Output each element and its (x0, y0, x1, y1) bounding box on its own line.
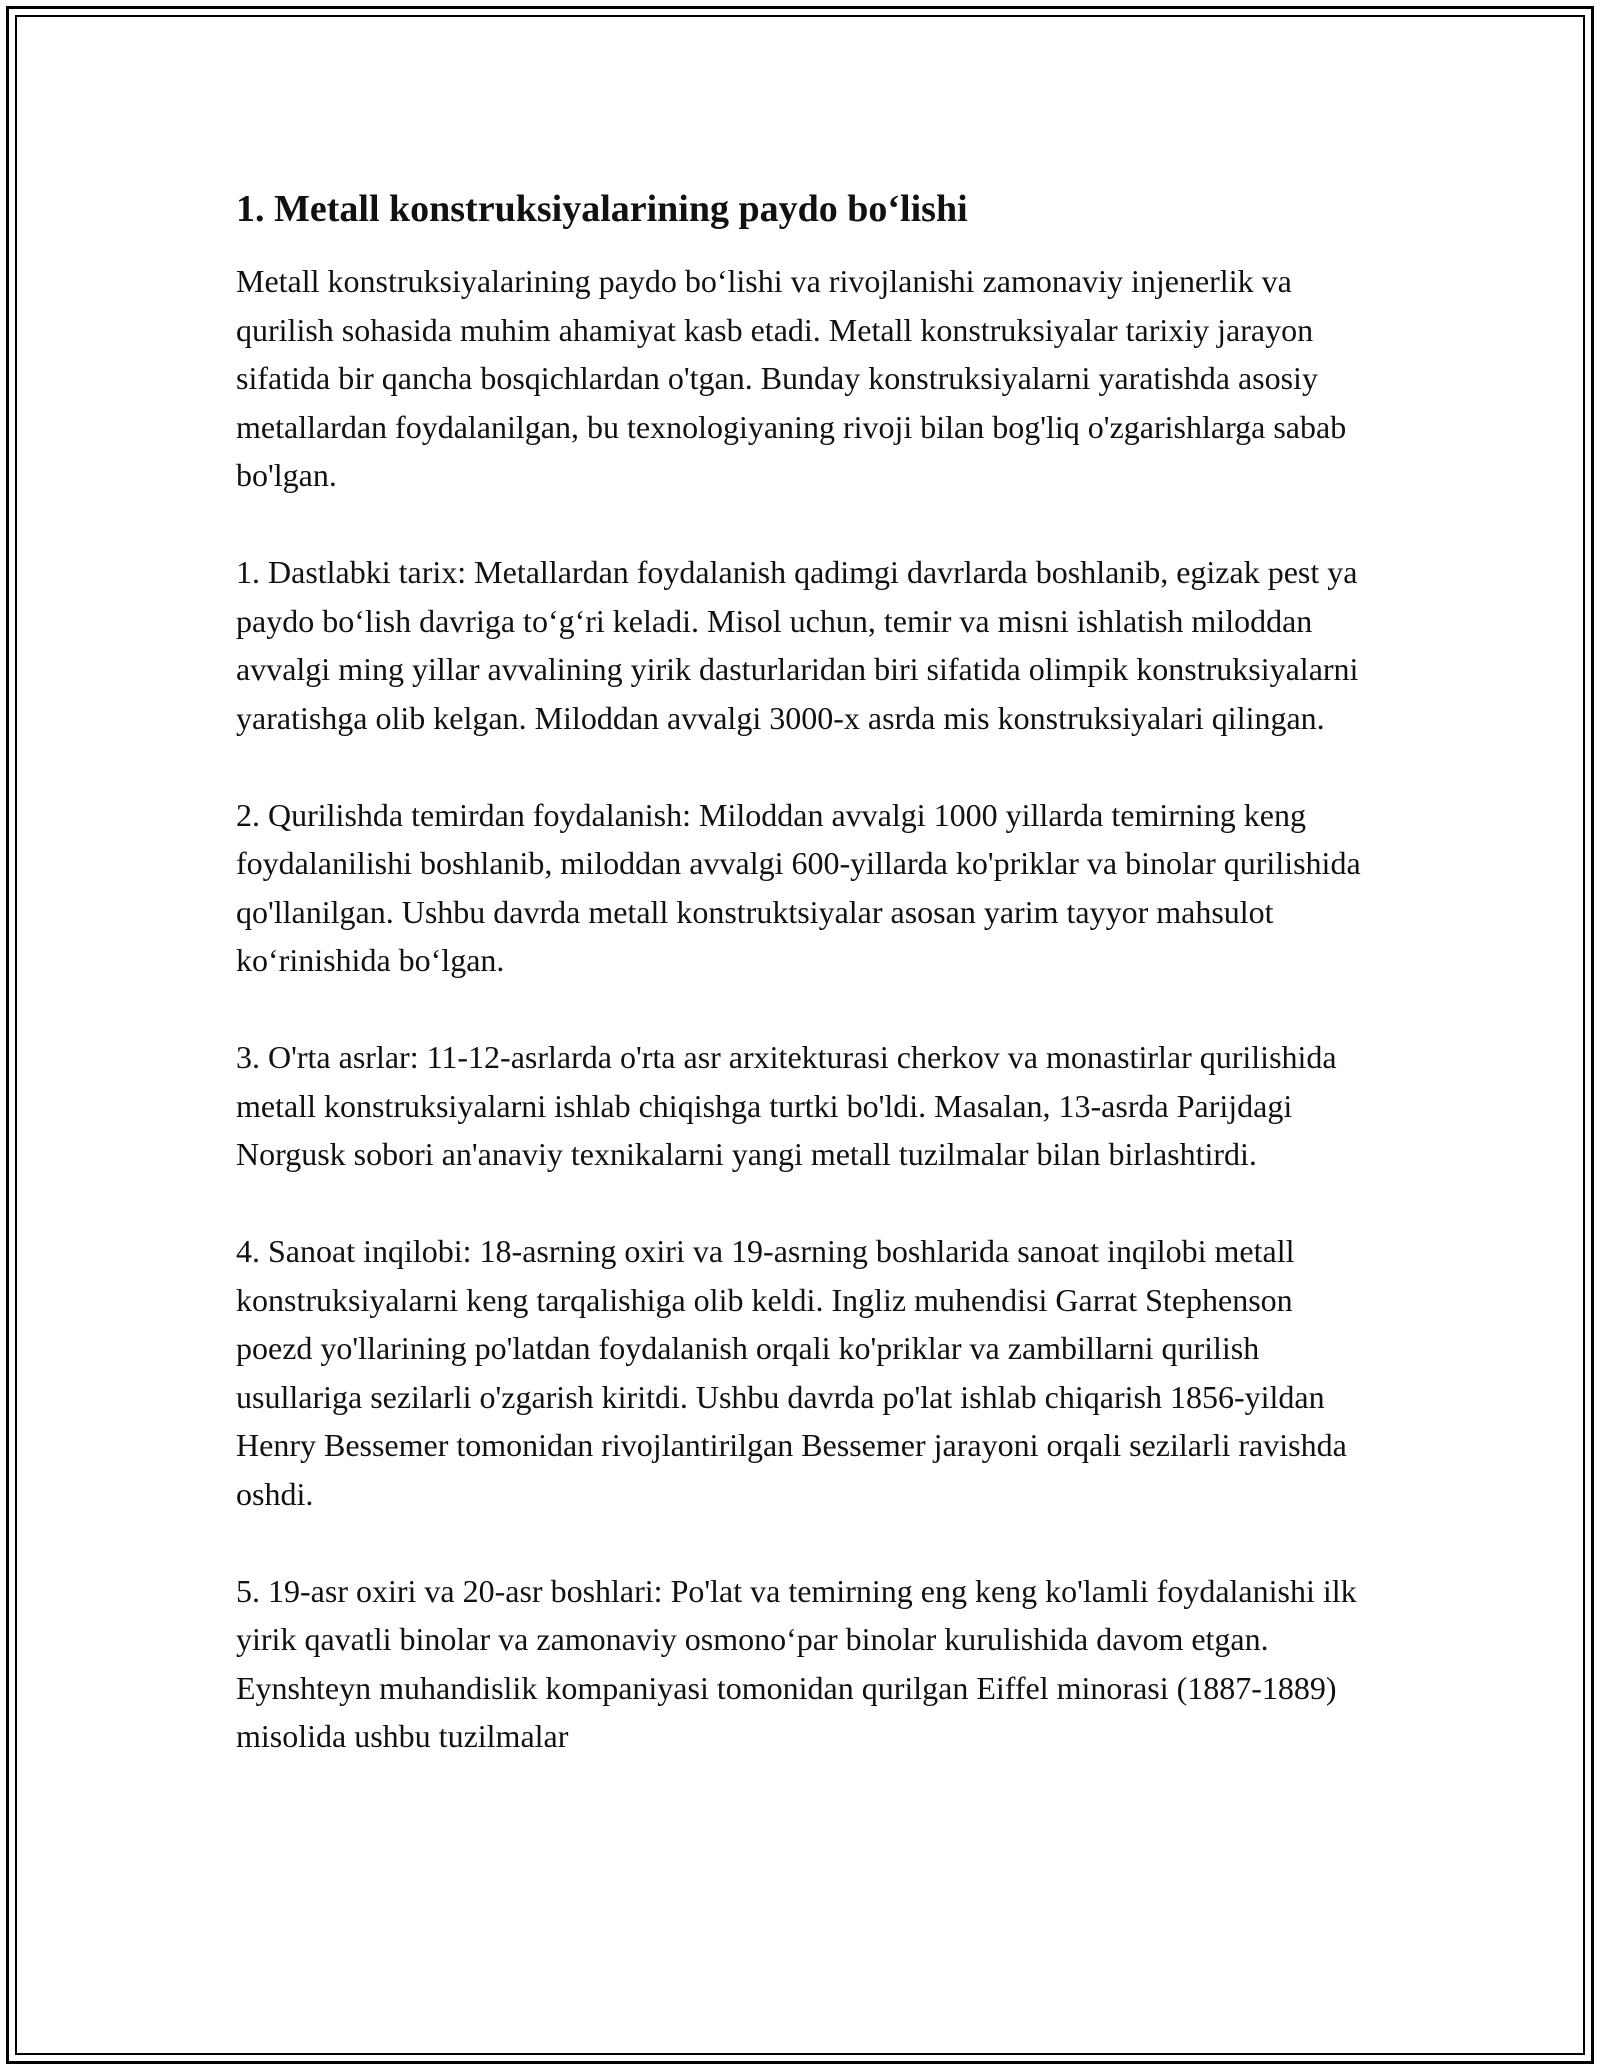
document-body (236, 185, 1366, 1809)
paragraph-iron-construction: 2. Qurilishda temirdan foydalanish: Miloddan avvalgi 1000 yillarda temirning keng foydalanilishi boshlanib, miloddan avvalgi 600-yillarda ko'priklar va binolar qurilishida qo'llanilgan. Ushbu davrda metall konstruktsiyalar asosan yarim tayyor mahsulot ko‘rinishida bo‘lgan. (236, 796, 1361, 978)
document-title: 1. Metall konstruksiyalarining paydo bo‘lishi (236, 188, 968, 230)
intro-paragraph: Metall konstruksiyalarining paydo bo‘lishi va rivojlanishi zamonaviy injenerlik va qurilish sohasida muhim ahamiyat kasb etadi. Metall konstruksiyalar tarixiy jarayon sifatida bir qancha bosqichlardan o'tgan. Bunday konstruksiyalarni yaratishda asosiy metallardan foydalanilgan, bu texnologiyaning rivoji bilan bog'liq o'zgarishlarga sabab bo'lgan. (236, 263, 1347, 493)
paragraph-middle-ages: 3. O'rta asrlar: 11-12-asrlarda o'rta asr arxitekturasi cherkov va monastirlar qurilishida metall konstruksiyalarni ishlab chiqishga turtki bo'ldi. Masalan, 13-asrda Parijdagi Norgusk sobori an'anaviy texnikalarni yangi metall tuzilmalar bilan birlashtirdi. (236, 1039, 1337, 1172)
paragraph-early-history: 1. Dastlabki tarix: Metallardan foydalanish qadimgi davrlarda boshlanib, egizak pest ya paydo bo‘lish davriga to‘g‘ri keladi. Misol uchun, temir va misni ishlatish miloddan avvalgi ming yillar avvalining yirik dasturlaridan biri sifatida olimpik konstruksiyalarni yaratishga olib kelgan. Miloddan avvalgi 3000-x asrda mis konstruksiyalari qilingan. (236, 554, 1359, 736)
paragraph-19th-20th-century: 5. 19-asr oxiri va 20-asr boshlari: Po'lat va temirning eng keng ko'lamli foydalanishi ilk yirik qavatli binolar va zamonaviy osmono‘par binolar kurulishida davom etgan. Eynshteyn muhandislik kompaniyasi tomonidan qurilgan Eiffel minorasi (1887-1889) misolida ushbu tuzilmalar (236, 1572, 1357, 1754)
paragraph-industrial-revolution: 4. Sanoat inqilobi: 18-asrning oxiri va 19-asrning boshlarida sanoat inqilobi metall konstruksiyalarni keng tarqalishiga olib keldi. Ingliz muhendisi Garrat Stephenson poezd yo'llarining po'latdan foydalanish orqali ko'priklar va zambillarni qurilish usullariga sezilarli o'zgarish kiritdi. Ushbu davrda po'lat ishlab chiqarish 1856-yildan Henry Bessemer tomonidan rivojlantirilgan Bessemer jarayoni orqali sezilarli ravishda oshdi. (236, 1233, 1347, 1512)
